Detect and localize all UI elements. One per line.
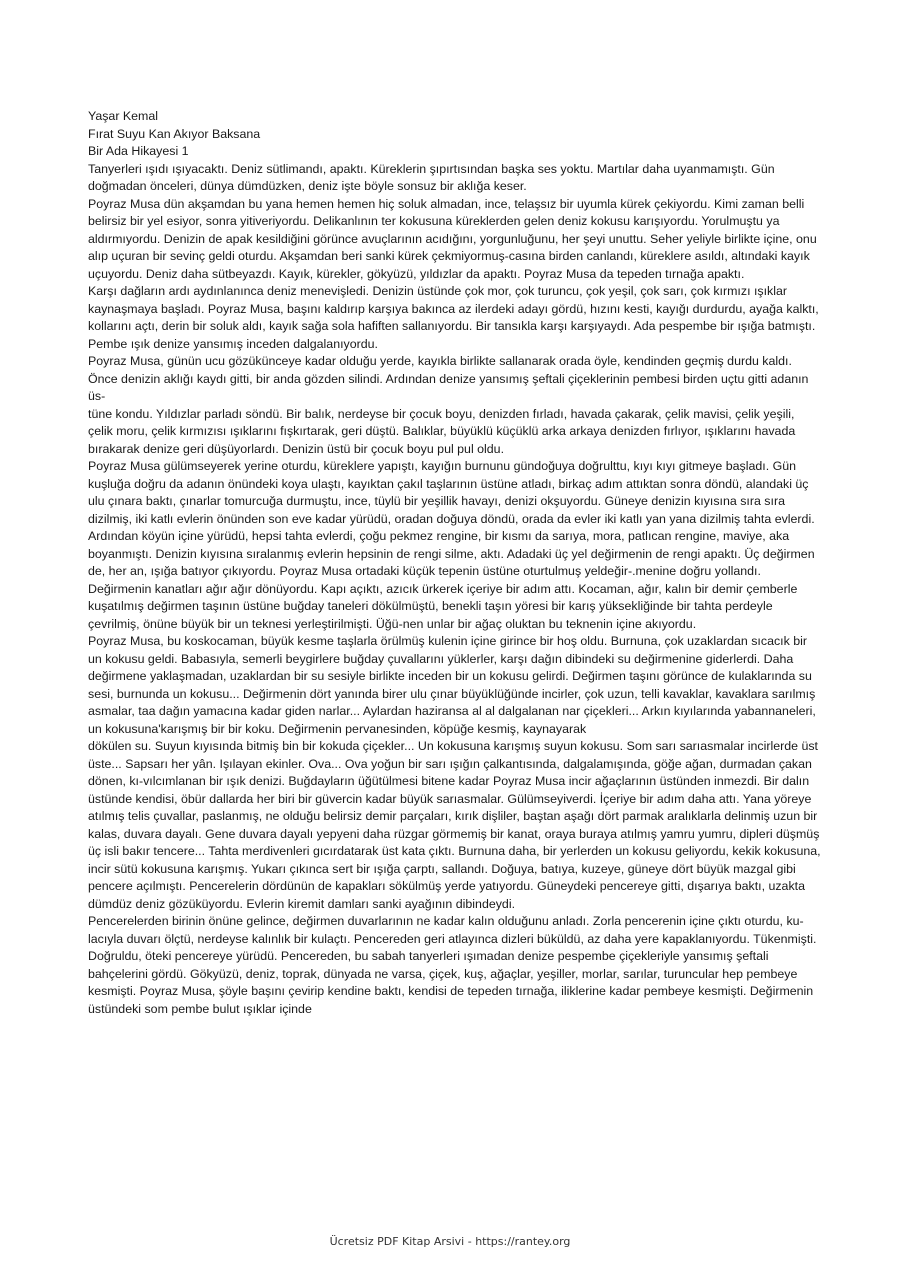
paragraph: dökülen su. Suyun kıyısında bitmiş bin bir kokuda çiçekler... Un kokusuna karışmış suyun kokusu. Som sarı sarıasmalar incirlerde üst üste... Sapsarı her yân. Işılayan ekinler. Ova... Ova yoğun bir sarı ışığın çalkantısında, dalgalamışında, göğe ağan, durmadan çakan dönen, kı-vılcımlanan bir ışık denizi. Buğdayların üğütülmesi bitene kadar Poyraz Musa incir ağaçlarının üstünden inmezdi. Bir dalın üstünde kendisi, öbür dallarda her biri bir güvercin kadar büyük sarıasmalar. Gülümseyiverdi. İçeriye bir adım daha attı. Yana yöreye atılmış telis çuvallar, paslanmış, ne olduğu belirsiz demir parçaları, kırık dişliler, baştan aşağı dört parmak aralıklarla delinmiş uzun bir kalas, duvara dayalı. Gene duvara dayalı yepyeni daha rüzgar görmemiş bir kanat, oraya buraya atılmış yamru yumru, dipleri düşmüş üç isli bakır tencere... Tahta merdivenleri gıcırdatarak üst kata çıktı. Burnuna daha, bir yerlerden un kokusu geliyordu, kekik kokusuna, incir sütü kokusuna karışmış. Yukarı çıkınca sert bir ışığa çarptı, sallandı. Doğuya, batıya, kuzeye, güneye dört büyük mazgal gibi pencere açılmıştı. Pencerelerin dördünün de kapakları sökülmüş yerde yatıyordu. Güneydeki pencereye gitti, dışarıya baktı, uzakta dümdüz deniz gözüküyordu. Evlerin kiremit damları sanki ayağının dibindeydi.	[88, 739, 821, 911]
paragraph: Pencerelerden birinin önüne gelince, değirmen duvarlarının ne kadar kalın olduğunu anladı. Zorla pencerenin içine çıktı oturdu, ku-lacıyla duvarı ölçtü, nerdeyse kalınlık bir kulaçtı. Pencereden geri atlayınca dizleri büküldü, az daha yere kapaklanıyordu. Tükenmişti. Doğruldu, öteki pencereye yürüdü. Pencereden, bu sabah tanyerleri ışımadan denize pespembe çiçekleriyle yansımış şeftali bahçelerini gördü. Gökyüzü, deniz, toprak, dünyada ne varsa, çiçek, kuş, ağaçlar, yeşiller, morlar, sarılar, turuncular hep pembeye kesmişti. Poyraz Musa, şöyle başını çevirip kendine baktı, kendisi de tepeden tırnağa, iliklerine kadar pembeye kesmişti. Değirmenin üstündeki som pembe bulut ışıklar içinde	[88, 914, 817, 1016]
page-footer: Ücretsiz PDF Kitap Arsivi - https://rantey.org	[329, 1235, 571, 1248]
paragraph: Poyraz Musa, bu koskocaman, büyük kesme taşlarla örülmüş kulenin içine girince bir hoş oldu. Burnuna, çok uzaklardan sıcacık bir un kokusu geldi. Babasıyla, semerli beygirlere buğday çuvallarını yüklerler, karşı dağın dibindeki su değirmenine giderlerdi. Daha değirmene yaklaşmadan, uzaklardan bir su sesiyle birlikte inceden bir un kokusu gelirdi. Değirmen taşını görünce de kulaklarında su sesi, burnunda un kokusu... Değirmenin dört yanında birer ulu çınar büyüklüğünde incirler, çok uzun, telli kavaklar, kavaklara sarılmış asmalar, taa dağın yamacına kadar giden narlar... Aylardan haziransa al al dalgalanan nar çiçekleri... Arkın kıyılarında yabannaneleri, un kokusuna'karışmış bir bir koku. Değirmenin pervanesinden, köpüğe kesmiş, kaynayarak	[88, 634, 816, 736]
paragraph: tüne kondu. Yıldızlar parladı söndü. Bir balık, nerdeyse bir çocuk boyu, denizden fırladı, havada çakarak, çelik mavisi, çelik yeşili, çelik moru, çelik kırmızısı ışıklarını fışkırtarak, geri düştü. Balıklar, büyüklü küçüklü arka arkaya denizden fırlıyor, ışıklarını havada bırakarak denize geri düşüyorlardı. Denizin üstü bir çocuk boyu pul pul oldu.	[88, 406, 796, 456]
document-body	[88, 108, 822, 1018]
paragraph: Poyraz Musa gülümseyerek yerine oturdu, küreklere yapıştı, kayığın burnunu gündoğuya doğrulttu, kıyı kıyı gitmeye başladı. Gün kuşluğa doğru da adanın önündeki koya ulaştı, kayıktan çakıl taşlarının üstüne atladı, birkaç adım attıktan sonra döndü, alandaki üç ulu çınara baktı, çınarlar tomurcuğa durmuştu, ince, tüylü bir yeşillik havayı, denizi okşuyordu. Güneye denizin kıyısına sıra sıra dizilmiş, iki katlı evlerin önünden son eve kadar yürüdü, oradan doğuya döndü, orada da evler iki katlı yan yana dizilmiş tahta evlerdi. Ardından köyün içine yürüdü, hepsi tahta evlerdi, çoğu pekmez rengine, bir kısmı da sarıya, mora, patlıcan rengine, maviye, aka boyanmıştı. Denizin kıyısına sıralanmış evlerin hepsinin de rengi silme, aktı. Adadaki üç yel değirmenin de rengi apaktı. Üç değirmen de, her an, ışığa batıyor çıkıyordu. Poyraz Musa ortadaki küçük tepenin üstüne oturtulmuş yeldeğir-.menine doğru yollandı. Değirmenin kanatları ağır ağır dönüyordu. Kapı açıktı, azıcık ürkerek içeriye bir adım attı. Kocaman, ağır, kalın bir demir çemberle kuşatılmış değirmen taşının üstüne buğday taneleri dökülmüştü, benekli taşın yöresi bir karış yüksekliğinde bir tahta perdeyle çevrilmiş, önüne büyük bir un teknesi yerleştirilmişti. Üğü-nen unlar bir ağaç oluktan bu teknenin içine akıyordu.	[88, 459, 815, 631]
book-title: Fırat Suyu Kan Akıyor Baksana	[88, 126, 261, 141]
paragraph: Tanyerleri ışıdı ışıyacaktı. Deniz sütlimandı, apaktı. Küreklerin şıpırtısından başka ses yoktu. Martılar daha uyanmamıştı. Gün doğmadan önceleri, dünya dümdüzken, deniz işte böyle sonsuz bir aklığa keser.	[88, 161, 775, 193]
paragraph: Poyraz Musa, günün ucu gözükünceye kadar olduğu yerde, kayıkla birlikte sallanarak orada öyle, kendinden geçmiş durdu kaldı. Önce denizin aklığı kaydı gitti, bir anda gözden silindi. Ardından denize yansımış şeftali çiçeklerinin pembesi birden uçtu gitti adanın üs-	[88, 354, 809, 403]
author-line: Yaşar Kemal	[88, 109, 159, 123]
chapter-title: Bir Ada Hikayesi 1	[88, 144, 189, 158]
paragraph: Karşı dağların ardı aydınlanınca deniz menevişledi. Denizin üstünde çok mor, çok turuncu, çok yeşil, çok sarı, çok kırmızı ışıklar kaynaşmaya başladı. Poyraz Musa, başını kaldırıp karşıya bakınca az ilerdeki adayı gördü, hızını kesti, kayığı durdurdu, ayağa kalktı, kollarını açtı, derin bir soluk aldı, kayık sağa sola hafiften sallanıyordu. Bir tansıkla karşı karşıyaydı. Ada pespembe bir ışığa batmıştı. Pembe ışık denize yansımış inceden dalgalanıyordu.	[88, 284, 819, 351]
paragraph: Poyraz Musa dün akşamdan bu yana hemen hemen hiç soluk almadan, ince, telaşsız bir uyumla kürek çekiyordu. Kimi zaman belli belirsiz bir yel esiyor, sonra yitiveriyordu. Delikanlının ter kokusuna küreklerden gelen deniz kokusu karışıyordu. Yorulmuştu ya aldırmıyordu. Denizin de apak kesildiğini görünce avuçlarının acıdığını, yorgunluğunu, her şeyi unuttu. Seher yeliyle birlikte içine, onu alıp uçuran bir sevinç geldi oturdu. Akşamdan beri sanki kürek çekmiyormuş-casına birden canlandı, küreklere asıldı, altındaki kayık uçuyordu. Deniz daha sütbeyazdı. Kayık, kürekler, gökyüzü, yıldızlar da apaktı. Poyraz Musa da tepeden tırnağa apaktı.	[88, 196, 817, 281]
